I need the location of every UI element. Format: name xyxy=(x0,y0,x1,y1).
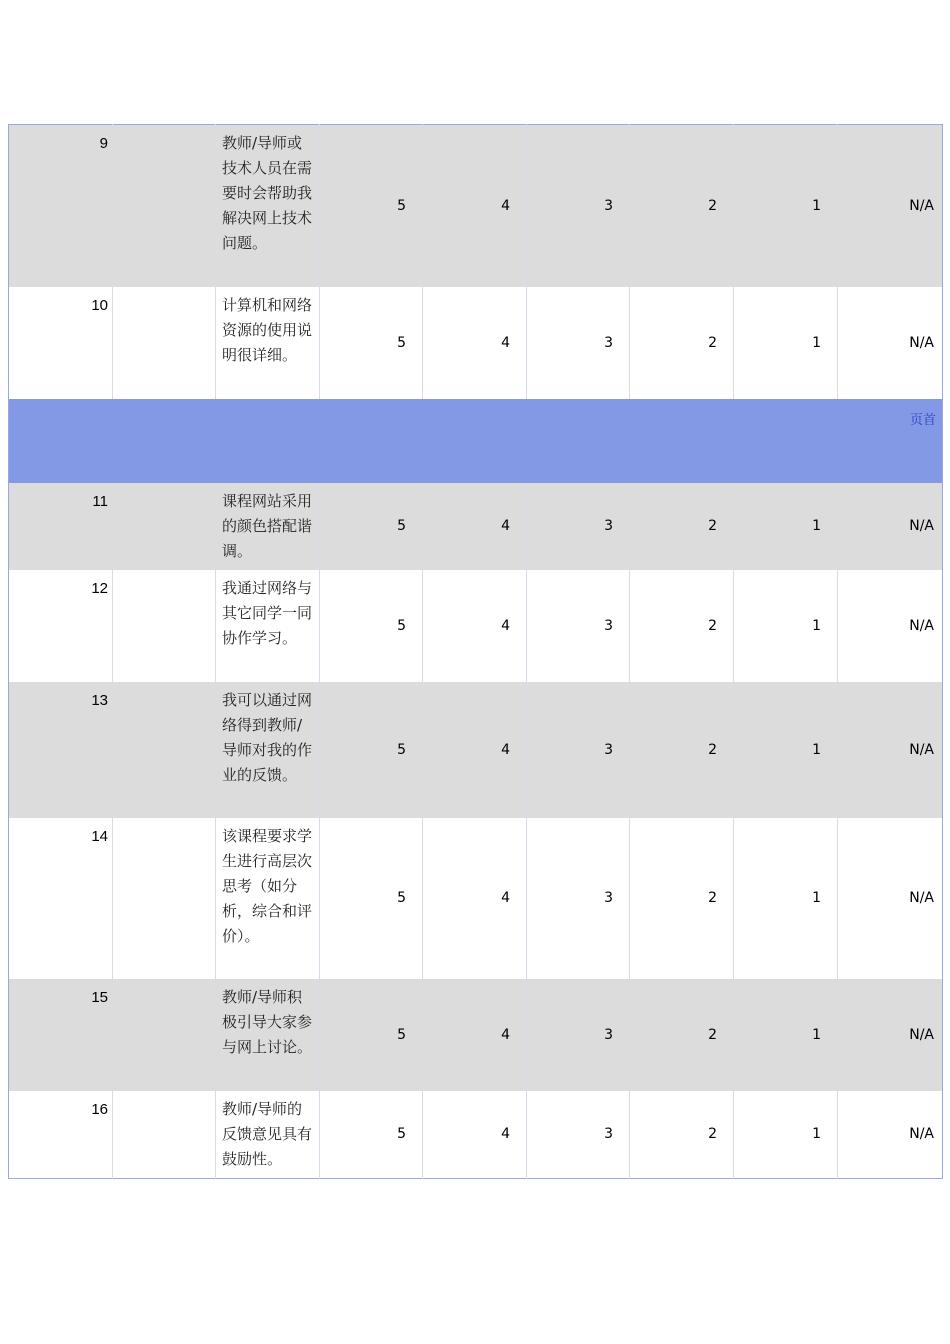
rating-option-4[interactable]: 4 xyxy=(423,125,527,287)
rating-option-4[interactable]: 4 xyxy=(423,1091,527,1179)
blank-cell xyxy=(113,570,216,682)
rating-option-1[interactable]: 1 xyxy=(734,682,838,818)
rating-option-5[interactable]: 5 xyxy=(320,570,423,682)
rating-option-1[interactable]: 1 xyxy=(734,570,838,682)
question-text: 课程网站采用的颜色搭配谐调。 xyxy=(216,483,320,570)
table-row xyxy=(9,682,943,818)
rating-option-3[interactable]: 3 xyxy=(527,1091,630,1179)
blank-cell xyxy=(113,125,216,287)
rating-option-3[interactable]: 3 xyxy=(527,682,630,818)
question-number: 12 xyxy=(9,570,113,682)
rating-option-2[interactable]: 2 xyxy=(630,682,734,818)
survey-table xyxy=(8,124,943,1179)
rating-option-1[interactable]: 1 xyxy=(734,287,838,399)
rating-option-na[interactable]: N/A xyxy=(838,1091,943,1179)
table-row xyxy=(9,1091,943,1179)
rating-option-3[interactable]: 3 xyxy=(527,483,630,570)
rating-option-na[interactable]: N/A xyxy=(838,570,943,682)
rating-option-5[interactable]: 5 xyxy=(320,125,423,287)
question-number: 9 xyxy=(9,125,113,287)
rating-option-5[interactable]: 5 xyxy=(320,682,423,818)
question-text: 计算机和网络资源的使用说明很详细。 xyxy=(216,287,320,399)
question-number: 13 xyxy=(9,682,113,818)
rating-option-2[interactable]: 2 xyxy=(630,125,734,287)
rating-option-4[interactable]: 4 xyxy=(423,287,527,399)
rating-option-3[interactable]: 3 xyxy=(527,818,630,979)
rating-option-1[interactable]: 1 xyxy=(734,125,838,287)
rating-option-5[interactable]: 5 xyxy=(320,818,423,979)
question-text: 该课程要求学生进行高层次思考（如分析，综合和评价）。 xyxy=(216,818,320,979)
table-row xyxy=(9,979,943,1091)
question-text: 教师/导师积极引导大家参与网上讨论。 xyxy=(216,979,320,1091)
rating-option-na[interactable]: N/A xyxy=(838,287,943,399)
blank-cell xyxy=(113,682,216,818)
rating-option-1[interactable]: 1 xyxy=(734,818,838,979)
rating-option-na[interactable]: N/A xyxy=(838,682,943,818)
rating-option-na[interactable]: N/A xyxy=(838,125,943,287)
rating-option-na[interactable]: N/A xyxy=(838,483,943,570)
rating-option-4[interactable]: 4 xyxy=(423,483,527,570)
table-row xyxy=(9,287,943,399)
rating-option-na[interactable]: N/A xyxy=(838,818,943,979)
rating-option-5[interactable]: 5 xyxy=(320,287,423,399)
rating-option-4[interactable]: 4 xyxy=(423,818,527,979)
rating-option-na[interactable]: N/A xyxy=(838,979,943,1091)
rating-option-5[interactable]: 5 xyxy=(320,979,423,1091)
rating-option-2[interactable]: 2 xyxy=(630,979,734,1091)
rating-option-3[interactable]: 3 xyxy=(527,125,630,287)
rating-option-4[interactable]: 4 xyxy=(423,682,527,818)
question-text: 我通过网络与其它同学一同协作学习。 xyxy=(216,570,320,682)
rating-option-1[interactable]: 1 xyxy=(734,1091,838,1179)
table-row xyxy=(9,570,943,682)
rating-option-4[interactable]: 4 xyxy=(423,570,527,682)
table-row xyxy=(9,818,943,979)
question-number: 16 xyxy=(9,1091,113,1179)
rating-option-2[interactable]: 2 xyxy=(630,483,734,570)
question-text: 教师/导师或技术人员在需要时会帮助我解决网上技术问题。 xyxy=(216,125,320,287)
rating-option-5[interactable]: 5 xyxy=(320,1091,423,1179)
blank-cell xyxy=(113,287,216,399)
rating-option-1[interactable]: 1 xyxy=(734,483,838,570)
rating-option-3[interactable]: 3 xyxy=(527,570,630,682)
question-text: 教师/导师的反馈意见具有鼓励性。 xyxy=(216,1091,320,1179)
question-text: 我可以通过网络得到教师/导师对我的作业的反馈。 xyxy=(216,682,320,818)
question-number: 10 xyxy=(9,287,113,399)
blank-cell xyxy=(113,1091,216,1179)
rating-option-2[interactable]: 2 xyxy=(630,818,734,979)
question-number: 14 xyxy=(9,818,113,979)
rating-option-3[interactable]: 3 xyxy=(527,979,630,1091)
section-bar xyxy=(9,399,943,483)
rating-option-4[interactable]: 4 xyxy=(423,979,527,1091)
back-to-top-link[interactable]: 页首 xyxy=(909,412,936,428)
rating-option-2[interactable]: 2 xyxy=(630,1091,734,1179)
table-row xyxy=(9,125,943,287)
question-number: 11 xyxy=(9,483,113,570)
rating-option-2[interactable]: 2 xyxy=(630,287,734,399)
blank-cell xyxy=(113,483,216,570)
rating-option-5[interactable]: 5 xyxy=(320,483,423,570)
rating-option-2[interactable]: 2 xyxy=(630,570,734,682)
rating-option-1[interactable]: 1 xyxy=(734,979,838,1091)
blank-cell xyxy=(113,979,216,1091)
blank-cell xyxy=(113,818,216,979)
rating-option-3[interactable]: 3 xyxy=(527,287,630,399)
section-bar-cell xyxy=(9,399,943,483)
question-number: 15 xyxy=(9,979,113,1091)
table-row xyxy=(9,483,943,570)
